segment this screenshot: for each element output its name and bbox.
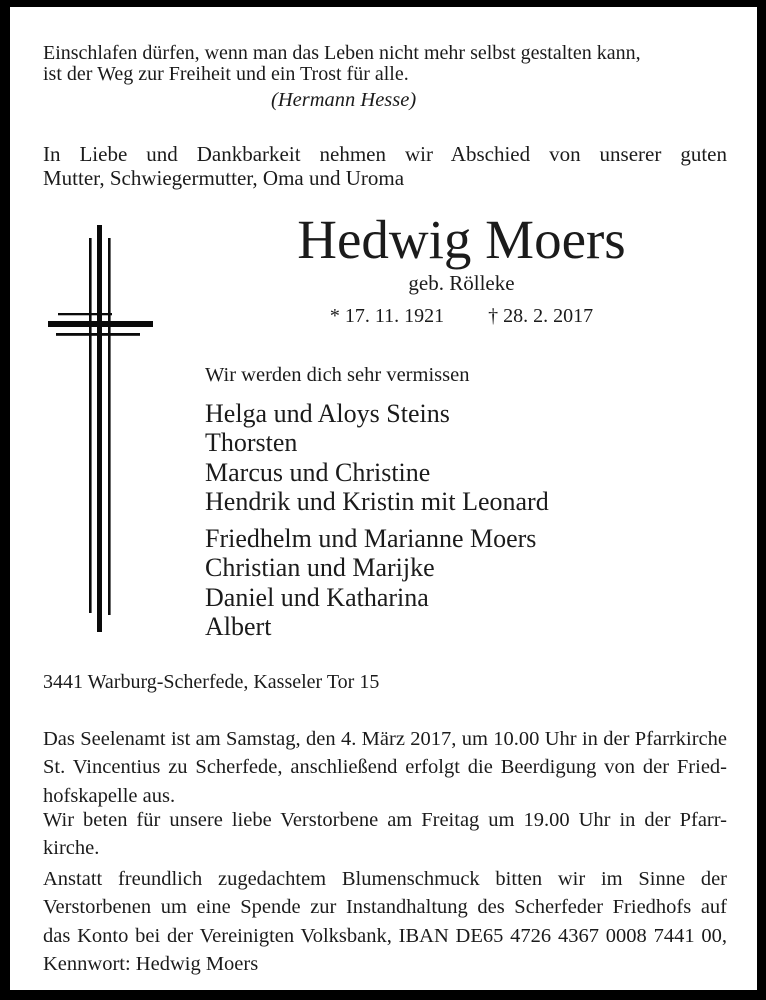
- mourner-line: Daniel und Katharina: [205, 582, 429, 612]
- farewell-line: Wir werden dich sehr vermissen: [205, 364, 470, 386]
- mourner-line: Albert: [205, 611, 272, 641]
- mourner-line: Helga und Aloys Steins: [205, 399, 450, 428]
- donation-paragraph: [43, 865, 727, 978]
- text-line: In Liebe und Dankbarkeit nehmen wir Abschied von unserer guten: [43, 142, 727, 166]
- address-line: 3441 Warburg-Scherfede, Kasseler Tor 15: [43, 671, 380, 693]
- mourner-line: Marcus und Christine: [205, 457, 431, 487]
- text-line: Verstorbenen um eine Spende zur Instandhaltung des Scherfeder Friedhofs auf: [43, 896, 727, 919]
- quote-attribution: (Hermann Hesse): [271, 89, 417, 111]
- life-dates: [180, 306, 743, 326]
- mourner-line: Thorsten: [205, 428, 298, 458]
- text-line: Anstatt freundlich zugedachtem Blumenschmuck bitten wir im Sinne der: [43, 868, 727, 890]
- text-line: Einschlafen dürfen, wenn man das Leben nicht mehr selbst gestalten kann,: [43, 42, 641, 64]
- text-line: Das Seelenamt ist am Samstag, den 4. März 2017, um 10.00 Uhr in der Pfarrkirche: [43, 728, 727, 750]
- mourner-line: Christian und Marijke: [205, 553, 435, 583]
- mourners-group-2: [205, 524, 536, 641]
- mourner-line: Friedhelm und Marianne Moers: [205, 524, 537, 553]
- mourners-group-1: [205, 399, 549, 516]
- text-line: kirche.: [43, 837, 100, 860]
- service-paragraph: [43, 725, 727, 810]
- mourner-line: Hendrik und Kristin mit Leonard: [205, 486, 549, 516]
- obituary-notice: [10, 7, 757, 990]
- memorial-cross-icon: [45, 223, 157, 635]
- text-line: Kennwort: Hedwig Moers: [43, 952, 259, 975]
- text-line: Wir beten für unsere liebe Verstorbene am Freitag um 19.00 Uhr in der Pfarr-: [43, 809, 727, 831]
- text-line: St. Vincentius zu Scherfede, anschließend erfolgt die Beerdigung von der Fried-: [43, 756, 727, 779]
- birth-date: * 17. 11. 1921: [329, 305, 445, 327]
- text-line: hofskapelle aus.: [43, 784, 176, 807]
- maiden-name: geb. Rölleke: [408, 271, 515, 295]
- text-line: das Konto bei der Vereinigten Volksbank, IBAN DE65 4726 4367 0008 7441 00,: [43, 924, 727, 947]
- text-line: ist der Weg zur Freiheit und ein Trost für alle.: [43, 63, 409, 85]
- prayer-paragraph: [43, 806, 727, 863]
- deceased-name: Hedwig Moers: [297, 209, 626, 270]
- intro-paragraph: [43, 143, 727, 190]
- text-line: Mutter, Schwiegermutter, Oma und Uroma: [43, 165, 405, 190]
- death-date: † 28. 2. 2017: [488, 305, 594, 327]
- opening-quote: [43, 43, 727, 85]
